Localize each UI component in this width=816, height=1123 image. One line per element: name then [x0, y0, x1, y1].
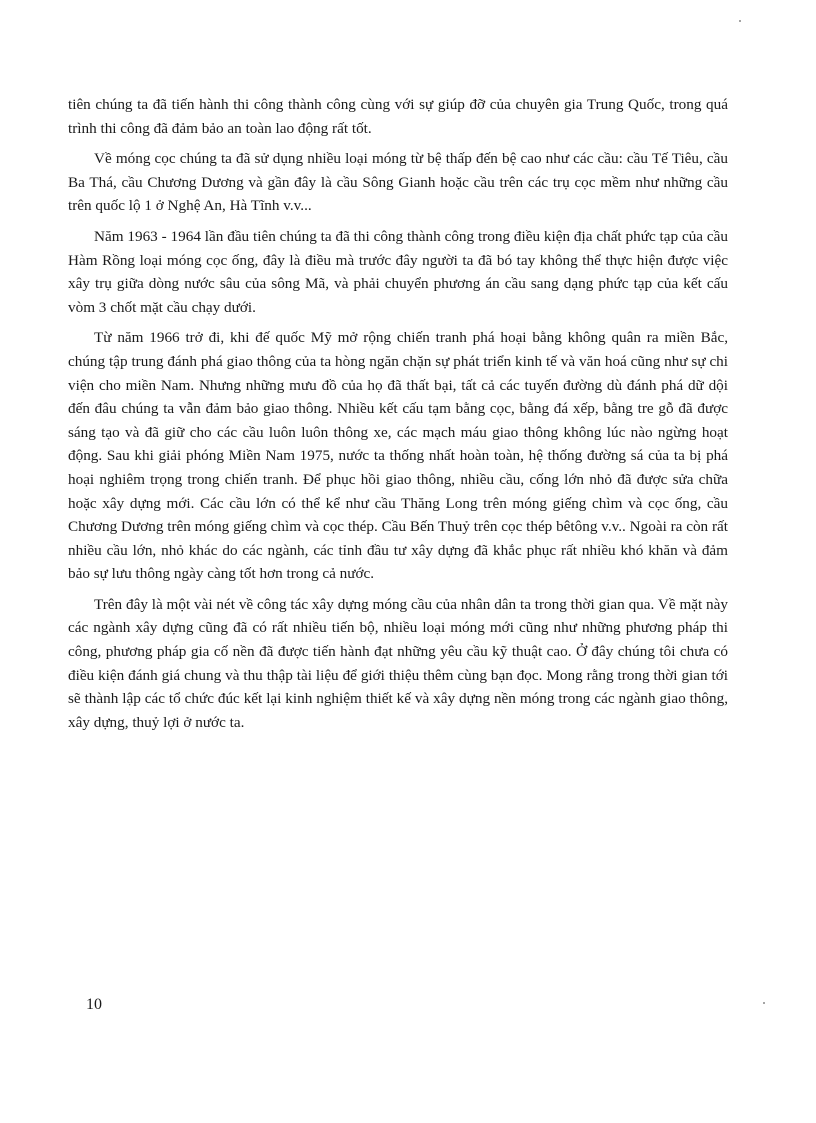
- paragraph-ham-rong-bridge: Năm 1963 - 1964 lần đầu tiên chúng ta đã thi công thành công trong điều kiện địa chất phức tạp của cầu Hàm Rồng loại móng cọc ống, đây là điều mà trước đây người ta đã bó tay không thể thực hiện được việc xây trụ giữa dòng nước sâu của sông Mã, và phải chuyển phương án cầu sang dạng phức tạp của kết cấu vòm 3 chốt mặt cầu chạy dưới.: [68, 227, 728, 316]
- paragraph-continuation: tiên chúng ta đã tiến hành thi công thành công cùng với sự giúp đỡ của chuyên gia Trung Quốc, trong quá trình thi công đã đảm bảo an toàn lao động rất tốt.: [68, 96, 728, 137]
- scan-speck: [739, 20, 741, 22]
- page-number: 10: [86, 996, 102, 1013]
- paragraph-war-period: Từ năm 1966 trở đi, khi đế quốc Mỹ mở rộng chiến tranh phá hoại bằng không quân ra miền Bắc, chúng tập trung đánh phá giao thông của ta hòng ngăn chặn sự phát triển kinh tế và văn hoá cũng như sự chi viện cho miền Nam. Nhưng những mưu đồ của họ đã thất bại, tất cả các tuyến đường dù đánh phá dữ dội đến đâu chúng ta vẫn đảm bảo giao thông. Nhiều kết cấu tạm bằng cọc, bằng đá xếp, bằng tre gỗ đã được sáng tạo và đã giữ cho các cầu luôn luôn thông xe, các mạch máu giao thông không lúc nào ngừng hoạt động. Sau khi giải phóng Miền Nam 1975, nước ta thống nhất hoàn toàn, hệ thống đường sá của ta bị phá hoại nghiêm trọng trong chiến tranh. Để phục hồi giao thông, nhiều cầu, cống lớn nhỏ đã được sửa chữa hoặc xây dựng mới. Các cầu lớn có thể kể như cầu Thăng Long trên móng giếng chìm và cọc ống, cầu Chương Dương trên móng giếng chìm và cọc thép. Cầu Bến Thuỷ trên cọc thép bêtông v.v.. Ngoài ra còn rất nhiều cầu lớn, nhỏ khác do các ngành, các tỉnh đầu tư xây dựng đã khắc phục rất nhiều khó khăn và đảm bảo sự lưu thông ngày càng tốt hơn trong cả nước.: [68, 329, 728, 583]
- paragraph-conclusion: Trên đây là một vài nét về công tác xây dựng móng cầu của nhân dân ta trong thời gian qua. Về mặt này các ngành xây dựng cũng đã có rất nhiều tiến bộ, nhiều loại móng mới cũng như những phương pháp thi công, phương pháp gia cố nền đã được tiến hành đạt những yêu cầu kỹ thuật cao. Ở đây chúng tôi chưa có điều kiện đánh giá chung và thu thập tài liệu để giới thiệu thêm cùng bạn đọc. Mong rằng trong thời gian tới sẽ thành lập các tổ chức đúc kết lại kinh nghiệm thiết kế và xây dựng nền móng trong các ngành giao thông, xây dựng, thuỷ lợi ở nước ta.: [68, 595, 728, 731]
- body-text: [68, 93, 728, 741]
- scan-speck: [763, 1002, 765, 1004]
- paragraph-pile-foundations: Về móng cọc chúng ta đã sử dụng nhiều loại móng từ bệ thấp đến bệ cao như các cầu: cầu Tế Tiêu, cầu Ba Thá, cầu Chương Dương và gần đây là cầu Sông Gianh hoặc cầu trên các trụ cọc mềm như những cầu trên quốc lộ 1 ở Nghệ An, Hà Tĩnh v.v...: [68, 150, 728, 215]
